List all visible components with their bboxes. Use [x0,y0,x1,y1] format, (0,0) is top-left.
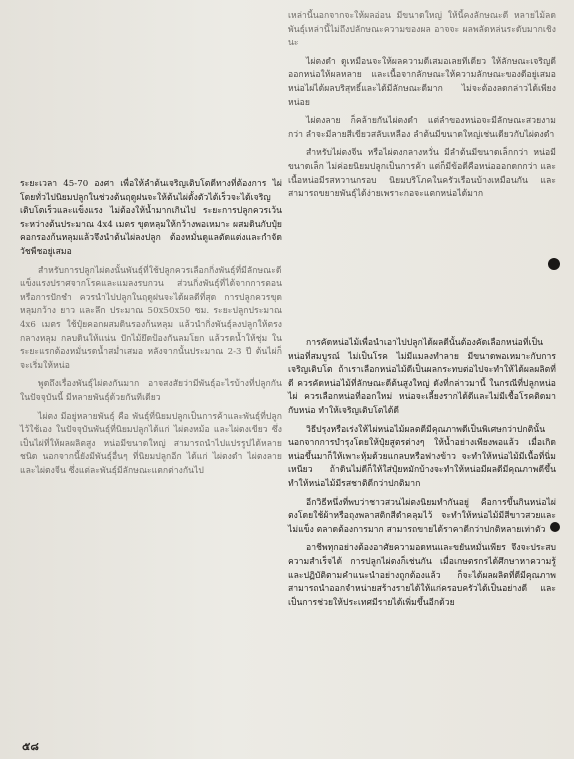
paragraph: ไผ่ตงดำ ดูเหมือนจะให้ผลความดีเสมอเลยทีเดียว ให้ลักษณะเจริญดีออกหน่อให้ผลหลาย และเนื้อจากลักษณะให้ความลักษณะของดีอยู่เสมอ หน่อไผ่ได้ผลบริสุทธิ์และได้มีลักษณะดีมาก ไม่จะต้องลดกล่าวได้เพียงหน่อย [288,56,556,108]
left-column [20,178,282,483]
paragraph: ไผ่ตงลาย ก็คล้ายกันไผ่ตงดำ แต่ลำของหน่อจะมีลักษณะสวยงามกว่า ลำจะมีลายสีเขียวสลับเหลือง ลำต้นมีขนาดใหญ่เช่นเดียวกับไผ่ตงดำ [288,116,556,140]
paragraph: ระยะเวลา 45-70 องศา เพื่อให้ลำต้นเจริญเติบโตดีทางที่ต้องการ ไผ่โดยทั่วไปนิยมปลูกในช่วงต้นฤดูฝนจะให้ต้นไผ่ตั้งตัวได้เร็วจะได้เจริญเติบโตเร็วและแข็งแรง ไม่ต้องให้น้ำมากเกินไป ระยะการปลูกควรเว้นระหว่างต้นประมาณ 4x4 เมตร ขุดหลุมให้กว้างพอเหมาะ ผสมดินกับปุ๋ยคอกรองก้นหลุมแล้วจึงนำต้นไผ่ลงปลูก ต้องหมั่นดูแลตัดแต่งและกำจัดวัชพืชอยู่เสมอ [20,179,282,257]
paragraph: อีกวิธีหนึ่งที่พบว่าชาวสวนไผ่ตงนิยมทำกันอยู่ คือการขึ้นกินหน่อไผ่ตงโดยใช้ผ้าหรือถุงพลาสติกสีดำคลุมไว้ จะทำให้หน่อไม้มีสีขาวสวยและไม่แข็ง ตลาดต้องการมาก สามารถขายได้ราคาดีกว่าปกติหลายเท่าตัว [288,497,556,535]
paragraph: การคัดหน่อไม้เพื่อนำเอาไปปลูกได้ผลดีนั้นต้องคัดเลือกหน่อที่เป็นหน่อที่สมบูรณ์ ไม่เป็นโรค ไม่มีแมลงทำลาย มีขนาดพอเหมาะกับการเจริญเติบโต ถ้าเราเลือกหน่อไม้ดีเป็นผลกระทบต่อไปจะทำให้ได้ผลผลิตที่ดี ควรคัดหน่อไม้ที่ลักษณะดีต้นสูงใหญ่ ดังที่กล่าวมานี้ ในกรณีที่ปลูกหน่อไผ่ ควรเลือกหน่อที่ออกใหม่ หน่อจะเลี้ยงรากได้ดีและไม่มีเชื้อโรคติดมากับหน่อ ทำให้เจริญเติบโตได้ดี [288,338,556,416]
right-column-bottom [288,337,556,615]
paragraph: อาชีพทุกอย่างต้องอาศัยความอดทนและขยันหมั่นเพียร จึงจะประสบความสำเร็จได้ การปลูกไผ่ตงก็เช่นกัน เมื่อเกษตรกรได้ศึกษาหาความรู้และปฏิบัติตามคำแนะนำอย่างถูกต้องแล้ว ก็จะได้ผลผลิตที่ดีมีคุณภาพ สามารถนำออกจำหน่ายสร้างรายได้ให้แก่ครอบครัวได้เป็นอย่างดี และเป็นการช่วยให้ประเทศมีรายได้เพิ่มขึ้นอีกด้วย [288,543,556,608]
paragraph: สำหรับไผ่ตงจีน หรือไผ่ตงกลางหวั่น มีลำต้นมีขนาดเล็กกว่า หน่อมีขนาดเล็ก ไม่ค่อยนิยมปลูกเป็นการค้า แต่ก็มีข้อดีคือหน่อออกดกกว่า และเนื้อหน่อมีรสหวานกรอบ นิยมบริโภคในครัวเรือนบ้างเหมือนกัน และสามารถขยายพันธุ์ได้ง่ายเพราะกอจะแตกหน่อได้มาก [288,148,556,200]
ink-blot-icon [550,522,560,532]
ink-blot-icon [548,258,560,270]
paragraph: เหล่านี้นอกจากจะให้ผลอ่อน มีขนาดใหญ่ ให้นี้คงลักษณะดี หลายไม้ลดพันธุ์เหล่านี้ไม่ถึงปลักษณะความของผล อาจจะ ผลพลัดหล่นระดับมากเชิงนะ [288,11,556,49]
paragraph: ไผ่ตง มีอยู่หลายพันธุ์ คือ พันธุ์ที่นิยมปลูกเป็นการค้าและพันธุ์ที่ปลูกไว้ใช้เอง ในปัจจุบันพันธุ์ที่นิยมปลูกได้แก่ ไผ่ตงหม้อ และไผ่ตงเขียว ซึ่งเป็นไผ่ที่ให้ผลผลิตสูง หน่อมีขนาดใหญ่ สามารถนำไปแปรรูปได้หลายชนิด นอกจากนี้ยังมีพันธุ์อื่นๆ ที่นิยมปลูกอีก ได้แก่ ไผ่ตงดำ ไผ่ตงลาย และไผ่ตงจีน ซึ่งแต่ละพันธุ์มีลักษณะแตกต่างกันไป [20,411,282,476]
paragraph: พูดถึงเรื่องพันธุ์ไผ่ตงกันมาก อาจสงสัยว่ามีพันธุ์อะไรบ้างที่ปลูกกันในปัจจุบันนี้ มีหลายพันธุ์ด้วยกันทีเดียว [20,379,282,403]
page-number: ๕๘ [22,740,39,753]
paragraph: สำหรับการปลูกไผ่ตงนั้นพันธุ์ที่ใช้ปลูกควรเลือกกิ่งพันธุ์ที่มีลักษณะดีแข็งแรงปราศจากโรคและแมลงรบกวน ส่วนกิ่งพันธุ์ที่ได้จากการตอนหรือการปักชำ ควรนำไปปลูกในฤดูฝนจะได้ผลดีที่สุด การปลูกควรขุดหลุมกว้าง ยาว และลึก ประมาณ 50x50x50 ซม. ระยะปลูกประมาณ 4x6 เมตร ใช้ปุ๋ยคอกผสมดินรองก้นหลุม แล้วนำกิ่งพันธุ์ลงปลูกให้ตรงกลางหลุม กลบดินให้แน่น ปักไม้ยึดป้องกันลมโยก แล้วรดน้ำให้ชุ่ม ในระยะแรกต้องหมั่นรดน้ำสม่ำเสมอ หลังจากนั้นประมาณ 2-3 ปี ต้นไผ่ก็จะเริ่มให้หน่อ [20,265,282,371]
paragraph: วิธีปรุงหรือเร่งให้ไผ่หน่อไม้ผลตดีมีคุณภาพดีเป็นพิเศษกว่าปกตินั้น นอกจากการบำรุงโดยให้ปุ๋ยสูตรต่างๆ ให้น้ำอย่างเพียงพอแล้ว เมื่อเกิดหน่อขึ้นมาก็ให้เพาะหุ้มด้วยแกลบหรือฟางข้าว จะทำให้หน่อไม้มีเนื้อที่นิ่มเหนียว ถ้าดินไม่ดีก็ให้ใส่ปุ๋ยหมักบ้างจะทำให้หน่อมีผลดีมีคุณภาพดีขึ้น ทำให้หน่อไม้มีรสชาติดีกว่าปกติมาก [288,424,556,489]
right-column-top [288,10,556,207]
